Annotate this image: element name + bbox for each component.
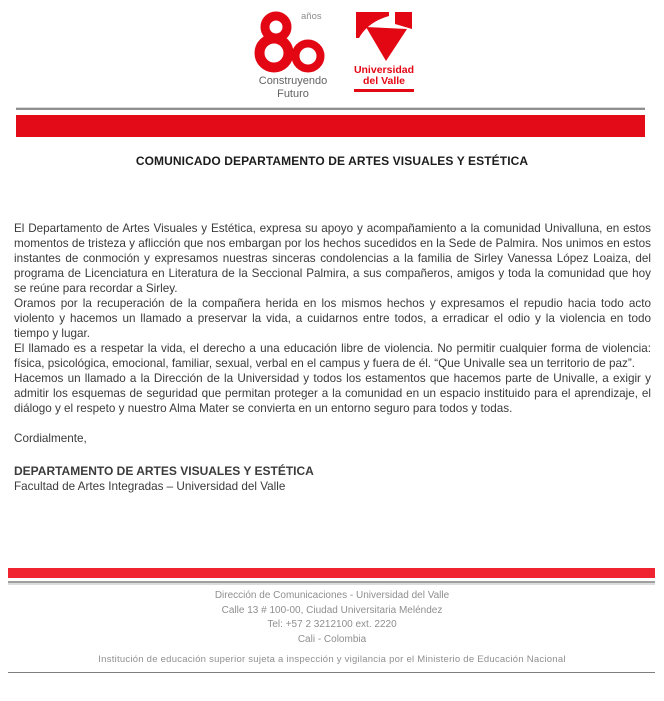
signature-name: DEPARTAMENTO DE ARTES VISUALES Y ESTÉTICA: [14, 464, 314, 478]
80-years-logo-icon: [248, 8, 338, 74]
signature-faculty: Facultad de Artes Integradas – Universidad del Valle: [14, 480, 286, 493]
footer-address-line: Cali - Colombia: [297, 633, 367, 645]
body-paragraph: Oramos por la recuperación de la compañera herida en los mismos hechos y expresamos el repudio hacia todo acto violento y hacemos un llamado a preservar la vida, a cuidarnos entre todos, a erradicar el odio y la violencia en todo tiempo y lugar.: [14, 297, 651, 340]
tagline-line2: Futuro: [277, 88, 309, 100]
footer-divider-line: [8, 581, 655, 585]
header-red-bar: [16, 115, 645, 137]
univalle-emblem-icon: [356, 12, 412, 62]
document-title: COMUNICADO DEPARTAMENTO DE ARTES VISUALES Y ESTÉTICA: [135, 154, 529, 168]
body-paragraph: El llamado es a respetar la vida, el derecho a una educación libre de violencia. No permitir cualquier forma de violencia: física, psicológica, emocional, familiar, sexual, verbal en el campus y fuera de él. “Que Univalle sea un territorio de paz”.: [14, 342, 651, 370]
anos-label-svg: años: [301, 11, 322, 22]
footer-address-line: Tel: +57 2 3212100 ext. 2220: [267, 619, 397, 630]
footer-bottom-rule: [8, 672, 655, 673]
header-logos: [0, 8, 664, 101]
footer-address-line: Calle 13 # 100-00, Ciudad Universitaria Meléndez: [221, 604, 443, 616]
univalle-wordmark-line1: Universidad: [353, 64, 415, 76]
univalle-wordmark-line2: del Valle: [362, 74, 406, 87]
univalle-logo: [352, 8, 416, 92]
footer-address-block: [0, 589, 664, 647]
logo-80-years: [248, 8, 338, 101]
closing-label: Cordialmente,: [14, 432, 87, 445]
tagline-line1: Construyendo: [258, 75, 328, 87]
body-paragraph: Hacemos un llamado a la Dirección de la Universidad y todos los estamentos que hacemos parte de Univalle, a exigir y admitir los esquemas de seguridad que permitan proteger a la comunidad en un espacio instituido para el aprendizaje, el diálogo y el respeto y nuestro Alma Mater se convierta en un entorno seguro para todos y todas.: [14, 372, 651, 415]
footer-red-bar: [8, 568, 655, 578]
footer-address-line: Dirección de Comunicaciones - Universidad del Valle: [214, 590, 450, 601]
footer-disclaimer: Institución de educación superior sujeta a inspección y vigilancia por el Ministerio de Educación Nacional: [98, 654, 566, 665]
document-body: [14, 221, 651, 494]
construyendo-futuro-label: [248, 75, 338, 101]
body-paragraph: El Departamento de Artes Visuales y Estética, expresa su apoyo y acompañamiento a la comunidad Univalluna, en estos momentos de tristeza y aflicción que nos embargan por los hechos sucedidos en la Sede de Palmira. Nos unimos en estos instantes de conmoción y expresamos nuestras sinceras condolencias a la familia de Sirley Vanessa López Loaiza, del programa de Licenciatura en Literatura de la Seccional Palmira, a sus compañeros, amigos y toda la comunidad que hoy se reúne para recordar a Sirley.: [14, 222, 651, 295]
univalle-wordmark: [352, 65, 416, 86]
univalle-underline: [354, 89, 414, 92]
header-divider-line: [16, 107, 645, 110]
